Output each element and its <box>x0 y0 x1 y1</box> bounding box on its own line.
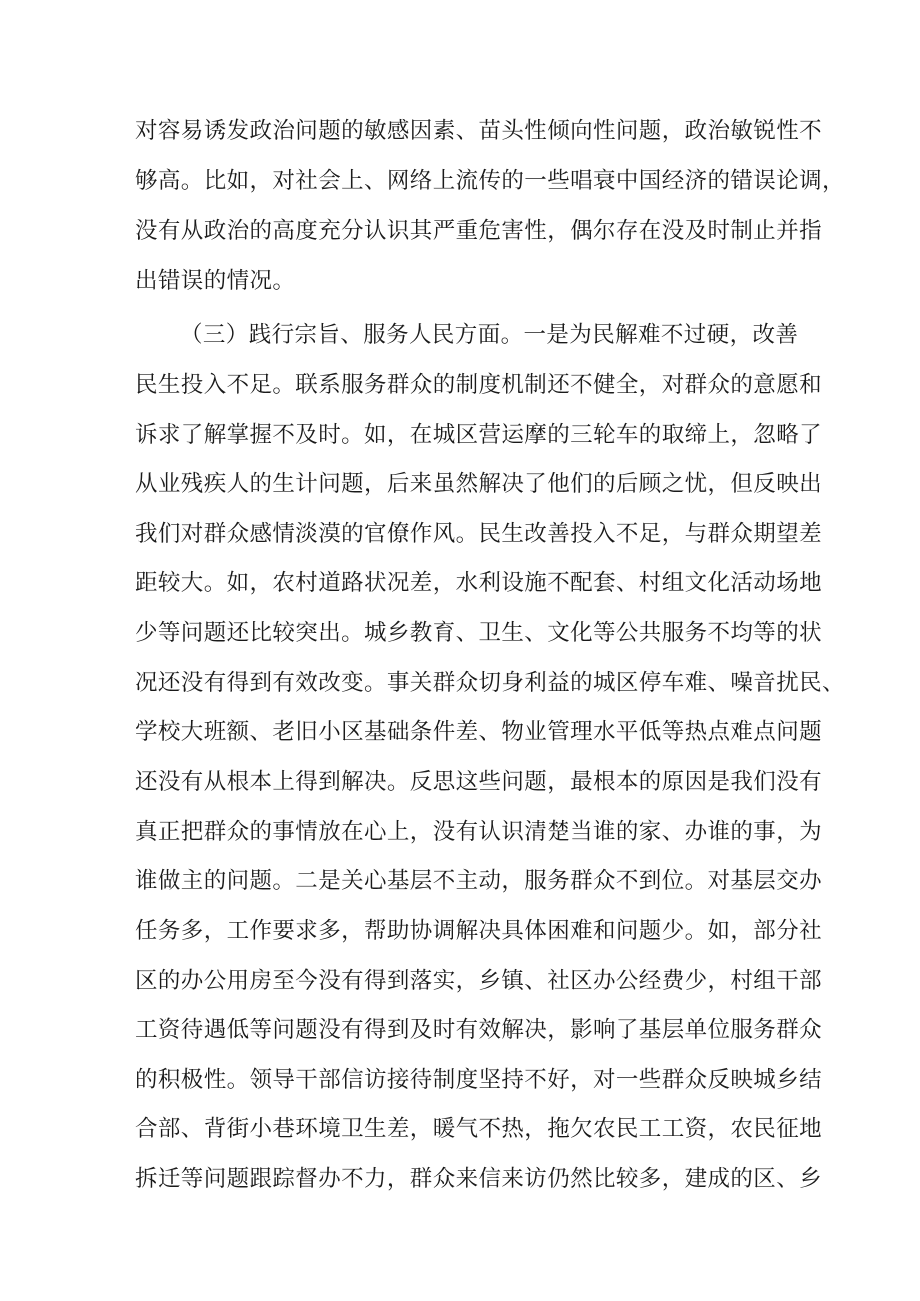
text-line: 况还没有得到有效改变。事关群众切身利益的城区停车难、噪音扰民、 <box>135 670 845 696</box>
text-line: 区的办公用房至今没有得到落实，乡镇、社区办公经费少，村组干部 <box>135 968 823 994</box>
text-line: 没有从政治的高度充分认识其严重危害性，偶尔存在没及时制止并指 <box>135 218 823 244</box>
text-line: 够高。比如，对社会上、网络上流传的一些唱衰中国经济的错误论调， <box>135 168 845 194</box>
text-line: 工资待遇低等问题没有得到及时有效解决，影响了基层单位服务群众 <box>135 1017 823 1043</box>
text-line: 合部、背街小巷环境卫生差，暖气不热，拖欠农民工工资，农民征地 <box>135 1116 823 1142</box>
text-line: 从业残疾人的生计问题，后来虽然解决了他们的后顾之忧，但反映出 <box>135 471 823 497</box>
text-line: 任务多，工作要求多，帮助协调解决具体困难和问题少。如，部分社 <box>135 918 823 944</box>
text-line: 的积极性。领导干部信访接待制度坚持不好，对一些群众反映城乡结 <box>135 1067 823 1093</box>
text-line: 学校大班额、老旧小区基础条件差、物业管理水平低等热点难点问题 <box>135 719 823 745</box>
text-line: 少等问题还比较突出。城乡教育、卫生、文化等公共服务不均等的状 <box>135 620 823 646</box>
text-line: 距较大。如，农村道路状况差，水利设施不配套、村组文化活动场地 <box>135 570 823 596</box>
text-line: 诉求了解掌握不及时。如，在城区营运摩的三轮车的取缔上，忽略了 <box>135 422 823 448</box>
text-line: 民生投入不足。联系服务群众的制度机制还不健全，对群众的意愿和 <box>135 372 823 398</box>
text-line: 真正把群众的事情放在心上，没有认识清楚当谁的家、办谁的事，为 <box>135 819 823 845</box>
text-line: 还没有从根本上得到解决。反思这些问题，最根本的原因是我们没有 <box>135 769 823 795</box>
text-line: 拆迁等问题跟踪督办不力，群众来信来访仍然比较多，建成的区、乡 <box>135 1166 823 1192</box>
text-line: 谁做主的问题。二是关心基层不主动，服务群众不到位。对基层交办 <box>135 868 823 894</box>
section-heading-line: （三）践行宗旨、服务人民方面。一是为民解难不过硬，改善 <box>180 322 799 348</box>
text-line: 出错误的情况。 <box>135 268 296 294</box>
text-line: 我们对群众感情淡漠的官僚作风。民生改善投入不足，与群众期望差 <box>135 521 823 547</box>
text-line: 对容易诱发政治问题的敏感因素、苗头性倾向性问题，政治敏锐性不 <box>135 118 823 144</box>
